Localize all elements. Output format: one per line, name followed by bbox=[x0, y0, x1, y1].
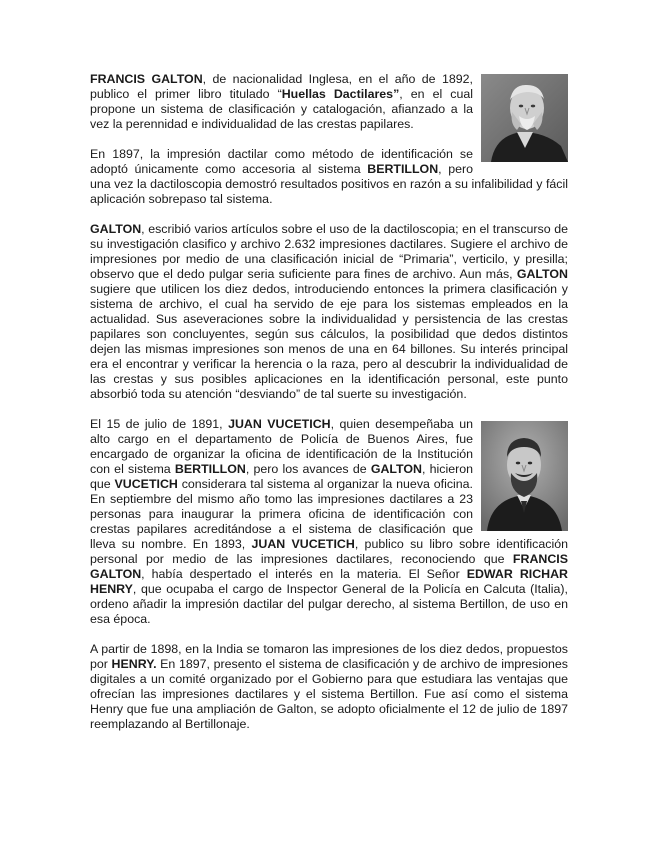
bold-name-run: Huellas Dactilares” bbox=[281, 87, 400, 101]
text-run: En 1897, la impresión dactilar como método de identificación se adoptó únicamente como accesoria al sistema bbox=[90, 147, 473, 176]
document-page bbox=[90, 72, 568, 747]
text-run: considerara tal sistema al organizar la nueva oficina. En septiembre del mismo año tomo las impresiones dactilares a 23 personas para inaugurar la primera oficina de identificación con crestas papilares acreditándose a el sistema de clasificación que lleva su nombre. En 1893, bbox=[90, 477, 473, 551]
bold-name-run: JUAN VUCETICH bbox=[228, 417, 331, 431]
bold-name-run: VUCETICH bbox=[114, 477, 178, 491]
text-run: El 15 de julio de 1891, bbox=[90, 417, 229, 431]
text-run: sugiere que utilicen los diez dedos, introduciendo entonces la primera clasificación y sistema de archivo, el cual ha servido de eje para los sistemas empleados en la actualidad. Sus aseveraciones sobre la individualidad y persistencia de las crestas papilares son concluyentes, según sus cálculos, la posibilidad que dedos distintos dejen las mismas impresiones son menos de una en 64 billones. Su interés principal era el encontrar y verificar la herencia o la raza, pero al descubrir la individualidad de las crestas y sus posibles aplicaciones en la identificación personal, este punto absorbió toda su atención “desviando” de tal suerte su investigación. bbox=[90, 282, 568, 401]
bold-name-run: GALTON bbox=[90, 222, 142, 236]
text-run: , de nacionalidad Inglesa, en el año de 1892, publico el primer libro titulado “ bbox=[90, 72, 473, 101]
text-run: En 1897, presento el sistema de clasificación y de archivo de impresiones digitales a un comité organizado por el Gobierno para que estudiara las ventajas que ofrecían las impresiones dactilares y el sistema Bertillon. Fue así como el sistema Henry que fue una ampliación de Galton, se adopto oficialmente el 12 de julio de 1897 reemplazando al Bertillonaje. bbox=[90, 657, 568, 731]
bold-name-run: FRANCIS GALTON bbox=[90, 72, 203, 86]
text-run: , escribió varios artículos sobre el uso de la dactiloscopia; en el transcurso de su investigación clasifico y archivo 2.632 impresiones dactilares. Sugiere el archivo de impresiones por medio de una clasificación inicial de “Primaria”, verticilo, y presilla; observo que el dedo pulgar seria suficiente para fines de archivo. Aun más, bbox=[90, 222, 568, 281]
text-run: A partir de 1898, en la India se tomaron las impresiones de los diez dedos, propuestos por bbox=[90, 642, 568, 671]
bold-name-run: GALTON bbox=[516, 267, 568, 281]
francis-galton-portrait bbox=[481, 74, 568, 162]
vucetich-photo-icon bbox=[481, 421, 568, 531]
text-run: , quien desempeñaba un alto cargo en el departamento de Policía de Buenos Aires, fue encargado de organizar la oficina de identificación de la Institución con el sistema bbox=[90, 417, 473, 476]
bold-name-run: JUAN VUCETICH bbox=[251, 537, 355, 551]
bold-name-run: BERTILLON bbox=[367, 162, 439, 176]
paragraph-galton-articles bbox=[90, 222, 568, 402]
text-run: , publico su libro sobre identificación personal por medio de las impresiones dactilares, reconociendo que bbox=[90, 537, 568, 566]
text-run: , en el cual propone un sistema de clasificación y catalogación, afianzado a la vez la perennidad e individualidad de las crestas papilares. bbox=[90, 87, 473, 131]
text-run: , que ocupaba el cargo de Inspector General de la Policía en Calcuta (Italia), ordeno añadir la impresión dactilar del pulgar derecho, al sistema Bertillon, de uso en esa época. bbox=[90, 582, 568, 626]
bold-name-run: FRANCIS GALTON bbox=[90, 552, 568, 581]
text-run: , pero los avances de bbox=[245, 462, 371, 476]
bold-name-run: HENRY. bbox=[111, 657, 157, 671]
bold-name-run: BERTILLON bbox=[174, 462, 246, 476]
galton-photo-icon bbox=[481, 74, 568, 162]
paragraph-henry-system bbox=[90, 642, 568, 732]
text-run: , pero una vez la dactiloscopia demostró resultados positivos en razón a su infalibilidad y fácil aplicación sobrepaso tal sistema. bbox=[90, 162, 568, 206]
text-run: , había despertado el interés en la materia. El Señor bbox=[141, 567, 467, 581]
text-run: , hicieron que bbox=[90, 462, 474, 491]
juan-vucetich-portrait bbox=[481, 421, 568, 531]
bold-name-run: EDWAR RICHAR HENRY bbox=[90, 567, 569, 596]
bold-name-run: GALTON bbox=[370, 462, 422, 476]
